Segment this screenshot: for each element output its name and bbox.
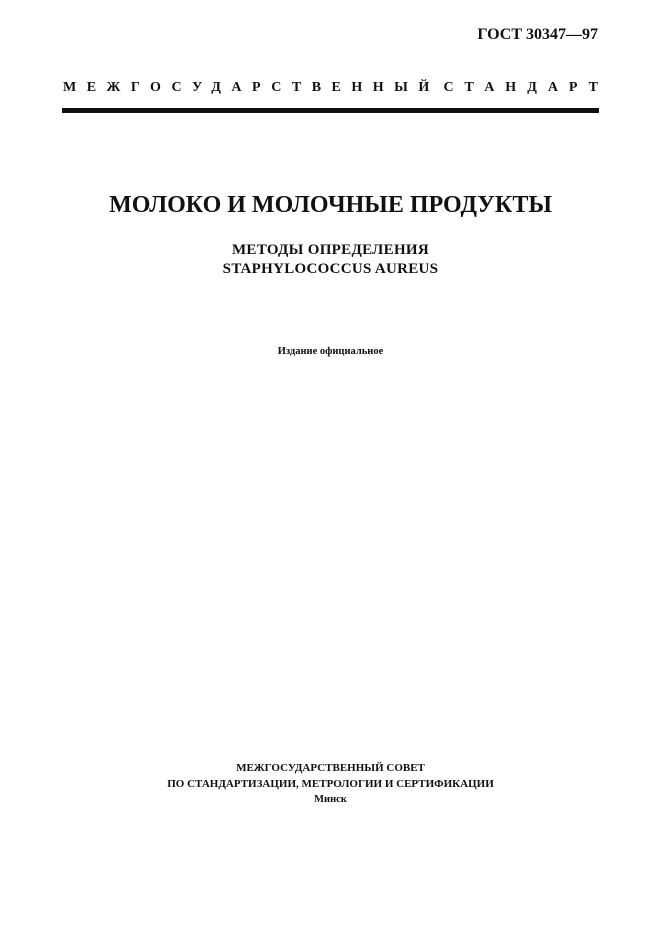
banner-standard-label: СТАНДАРТ — [443, 80, 609, 95]
publisher-city: Минск — [314, 794, 347, 805]
publisher-line2: ПО СТАНДАРТИЗАЦИИ, МЕТРОЛОГИИ И СЕРТИФИКАЦИИ — [167, 778, 494, 790]
header-divider — [62, 108, 599, 113]
banner-interstate-label: МЕЖГОСУДАРСТВЕННЫЙ — [63, 80, 440, 95]
document-subtitle-line1: МЕТОДЫ ОПРЕДЕЛЕНИЯ — [231, 242, 430, 258]
document-title: МОЛОКО И МОЛОЧНЫЕ ПРОДУКТЫ — [109, 192, 552, 218]
publisher-line1: МЕЖГОСУДАРСТВЕННЫЙ СОВЕТ — [236, 762, 425, 774]
standard-type-banner — [63, 80, 609, 96]
standard-number: ГОСТ 30347—97 — [477, 26, 598, 43]
document-subtitle-line2: STAPHYLOCOCCUS AUREUS — [222, 261, 439, 277]
edition-note: Издание официальное — [277, 346, 384, 357]
